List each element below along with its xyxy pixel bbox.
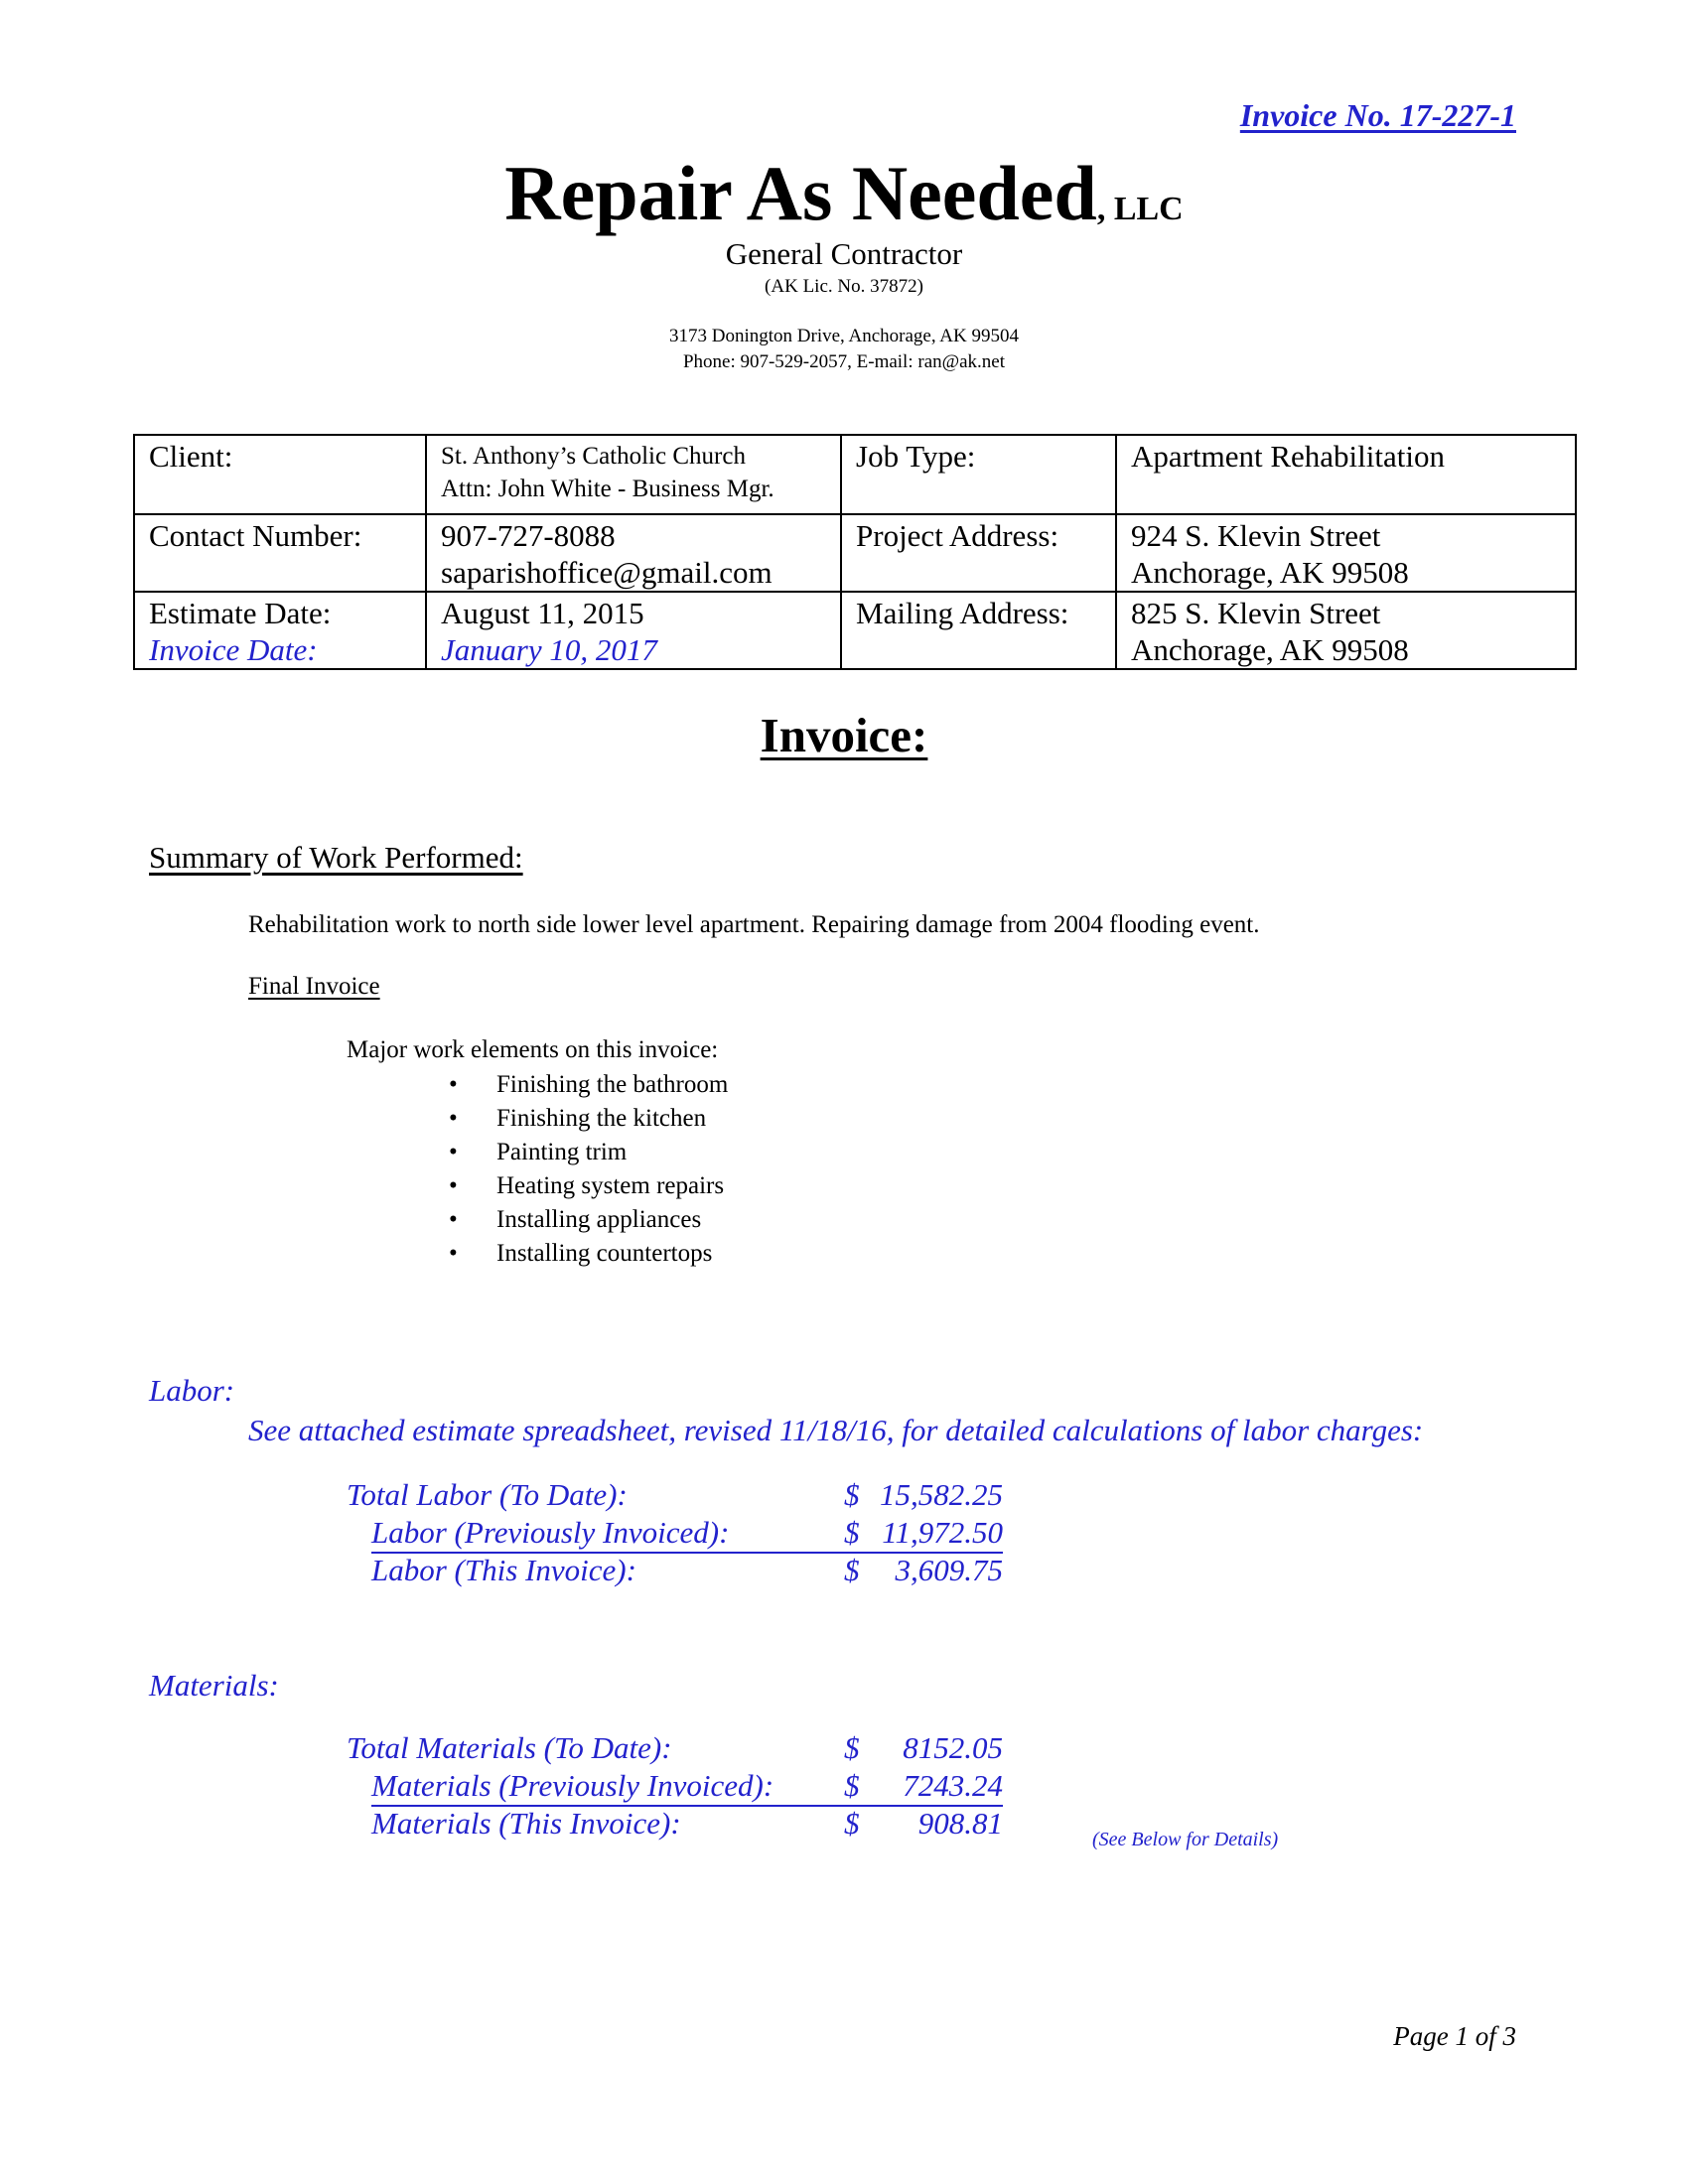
- materials-this-invoice-label: Materials (This Invoice):: [371, 1806, 681, 1841]
- contact-phone: 907-727-8088: [441, 518, 616, 553]
- materials-previous-label: Materials (Previously Invoiced):: [371, 1768, 774, 1803]
- client-info-table: [133, 434, 1577, 670]
- invoice-date-value: January 10, 2017: [441, 632, 657, 667]
- labor-note: See attached estimate spreadsheet, revised 11/18/16, for detailed calculations of labor charges:: [248, 1413, 1424, 1447]
- job-type-label: Job Type:: [841, 435, 1116, 514]
- bullet-icon: •: [449, 1071, 458, 1098]
- mailing-address-line1: 825 S. Klevin Street: [1131, 596, 1381, 630]
- list-item: • Finishing the kitchen: [437, 1102, 728, 1136]
- mailing-address-value: [1116, 592, 1576, 669]
- see-below-note: (See Below for Details): [1092, 1829, 1279, 1850]
- labor-total-label: Total Labor (To Date):: [347, 1477, 628, 1512]
- contact-value: [426, 514, 841, 592]
- company-address: 3173 Donington Drive, Anchorage, AK 99504: [669, 326, 1019, 346]
- list-item: • Finishing the bathroom: [437, 1068, 728, 1102]
- client-label: Client:: [134, 435, 426, 514]
- table-row: [134, 592, 1576, 669]
- page-number: Page 1 of 3: [1393, 2021, 1516, 2051]
- bullet-icon: •: [449, 1105, 458, 1132]
- client-value: [426, 435, 841, 514]
- contact-label: Contact Number:: [134, 514, 426, 592]
- labor-this-invoice-row: Labor (This Invoice): $ 3,609.75: [371, 1553, 1003, 1587]
- labor-this-invoice-label: Labor (This Invoice):: [371, 1553, 636, 1587]
- materials-heading: Materials:: [149, 1668, 279, 1703]
- work-elements-list: [437, 1068, 728, 1271]
- table-row: [134, 435, 1576, 514]
- materials-total-row: Total Materials (To Date): $ 8152.05: [347, 1730, 1003, 1765]
- work-elements-heading: Major work elements on this invoice:: [347, 1036, 719, 1063]
- project-address-value: [1116, 514, 1576, 592]
- materials-this-invoice-row: Materials (This Invoice): $ 908.81: [371, 1806, 1003, 1841]
- company-subtitle: General Contractor: [725, 236, 963, 271]
- company-name-text: Repair As Needed: [504, 150, 1097, 236]
- materials-total-label: Total Materials (To Date):: [347, 1730, 672, 1765]
- project-address-line1: 924 S. Klevin Street: [1131, 518, 1381, 553]
- table-row: [134, 514, 1576, 592]
- bullet-icon: •: [449, 1240, 458, 1267]
- labor-heading: Labor:: [149, 1373, 235, 1408]
- mailing-address-label: Mailing Address:: [841, 592, 1116, 669]
- list-item: • Installing countertops: [437, 1237, 728, 1271]
- client-attn: Attn: John White - Business Mgr.: [441, 476, 774, 502]
- bullet-icon: •: [449, 1206, 458, 1233]
- invoice-heading: Invoice:: [760, 708, 928, 762]
- labor-total-row: Total Labor (To Date): $ 15,582.25: [347, 1477, 1003, 1512]
- bullet-icon: •: [449, 1172, 458, 1199]
- invoice-number: Invoice No. 17-227-1: [1239, 97, 1516, 133]
- materials-previous-row: Materials (Previously Invoiced): $ 7243.24: [371, 1768, 1003, 1803]
- invoice-date-label: Invoice Date:: [149, 632, 318, 667]
- bullet-icon: •: [449, 1139, 458, 1165]
- license-number: (AK Lic. No. 37872): [765, 276, 923, 297]
- job-type-value: Apartment Rehabilitation: [1116, 435, 1576, 514]
- summary-heading: Summary of Work Performed:: [149, 840, 523, 875]
- list-item: • Heating system repairs: [437, 1169, 728, 1203]
- project-address-line2: Anchorage, AK 99508: [1131, 555, 1409, 590]
- final-invoice-label: Final Invoice: [248, 973, 380, 1000]
- date-values: [426, 592, 841, 669]
- summary-text: Rehabilitation work to north side lower level apartment. Repairing damage from 2004 flooding event.: [248, 911, 1260, 938]
- labor-previous-row: Labor (Previously Invoiced): $ 11,972.50: [371, 1515, 1003, 1550]
- contact-email: saparishoffice@gmail.com: [441, 555, 773, 590]
- labor-previous-label: Labor (Previously Invoiced):: [371, 1515, 730, 1550]
- client-name: St. Anthony’s Catholic Church: [441, 443, 746, 470]
- company-suffix: , LLC: [1096, 191, 1184, 227]
- estimate-date-label: Estimate Date:: [149, 596, 332, 630]
- company-contact: Phone: 907-529-2057, E-mail: ran@ak.net: [682, 351, 1006, 372]
- project-address-label: Project Address:: [841, 514, 1116, 592]
- list-item: • Painting trim: [437, 1136, 728, 1169]
- mailing-address-line2: Anchorage, AK 99508: [1131, 632, 1409, 667]
- estimate-date-value: August 11, 2015: [441, 596, 644, 630]
- date-labels: [134, 592, 426, 669]
- list-item: • Installing appliances: [437, 1203, 728, 1237]
